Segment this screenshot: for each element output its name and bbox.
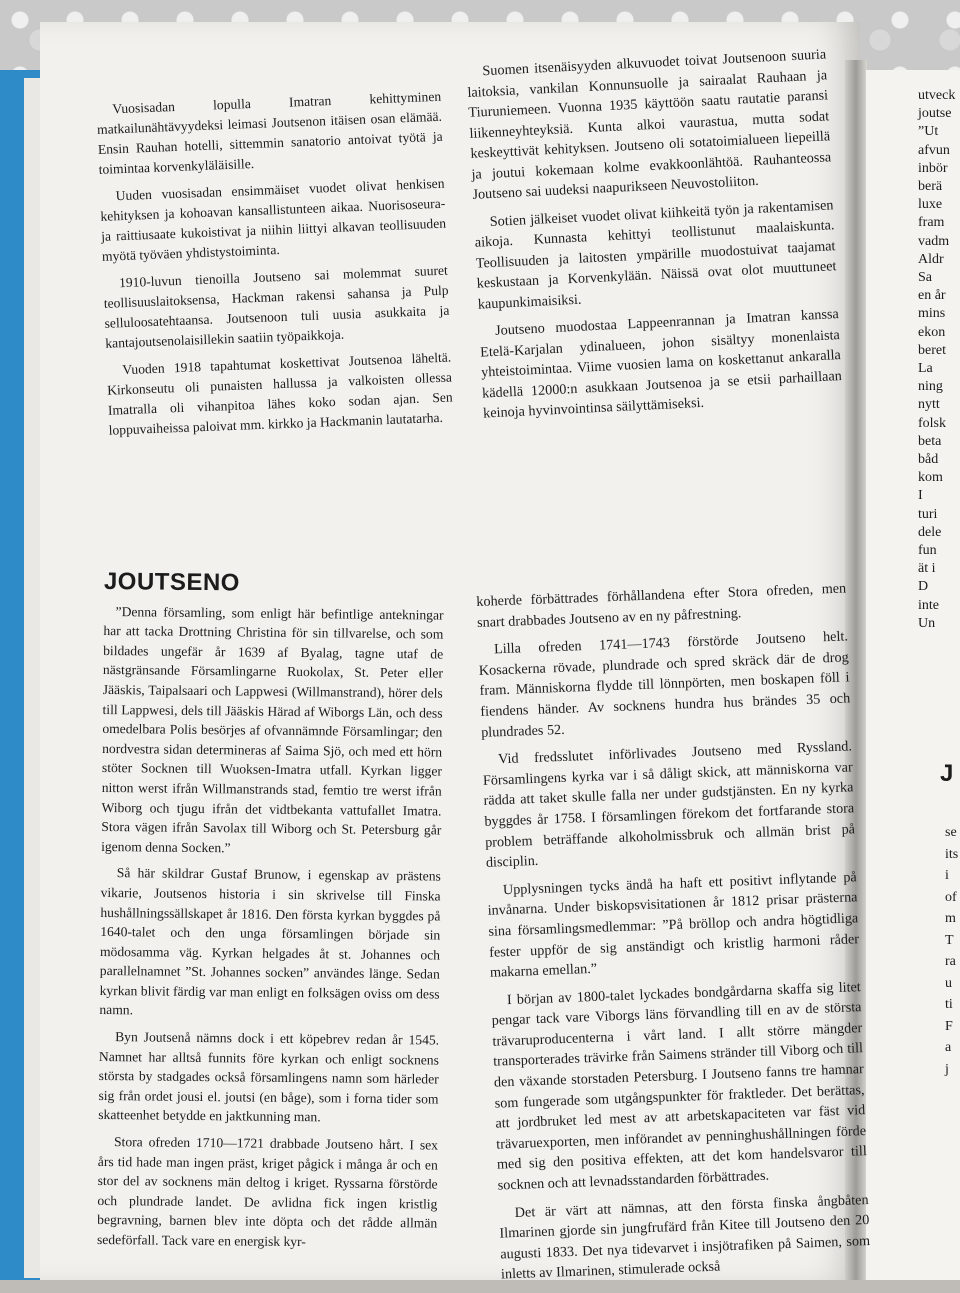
right-page-fragment: joutse	[918, 106, 952, 122]
paragraph: Lilla ofreden 1741—1743 förstörde Joutseno helt. Kosackerna rövade, plundrade och spred skräck där de drog fram. Människorna flydde till lönnpörten, men boskapen föll i fiendens händer. Av socknens hundra hus brändes 35 och plundrades 52.	[478, 628, 851, 741]
right-page-fragment: ning	[918, 379, 943, 395]
right-page-fragment: m	[945, 911, 956, 926]
paragraph: Uuden vuosisadan ensimmäiset vuodet olivat henkisen kehityksen ja kohoavan kansallistunteen aikaa. Nuorisoseura- ja raittiusaate kukoistivat ja niihin liittyi alkavan teollisuuden myötä työväen yhdistystoiminta.	[100, 175, 447, 264]
right-page-fragment: vadm	[918, 233, 950, 249]
right-page-fragment: u	[945, 975, 952, 991]
right-page-fragment: berä	[918, 179, 943, 194]
right-page-fragment: ät i	[918, 561, 936, 577]
right-page-fragment: se	[945, 825, 957, 840]
right-page-fragment: T	[945, 932, 954, 948]
right-page-fragment: afvun	[918, 142, 950, 158]
right-page-fragment: beret	[918, 342, 946, 358]
paragraph: Det är värt att nämnas, att den första finska ångbåten Ilmarinen gjorde sin jungfrufärd från Kitee till Joutseno den 20 augusti 1833. Det nya tidevarvet i insjötrafiken på Saimen, som inletts av Ilmarinen, stimulerade också	[499, 1191, 871, 1283]
right-page-fragment: turi	[918, 506, 938, 522]
right-page-fragment: i	[945, 868, 949, 883]
top-right-column	[466, 44, 844, 431]
right-page-fragment: ”Ut	[918, 124, 939, 140]
right-page-fragment: luxe	[918, 197, 943, 213]
right-page-fragment: D	[918, 579, 929, 595]
paragraph: Upplysningen tycks ändå ha haft ett positivt inflytande på invånarna. Under biskopsvisitationen år 1812 prisar prästerna sina församlingsmedlemmar: ”På bröllop och andra högtidliga fester uppför de sig anständigt och kristlig harmoni råder makarna emellan.”	[487, 868, 860, 981]
right-page-heading-fragment: J	[940, 760, 954, 787]
top-left-column	[96, 87, 454, 448]
right-page-fragment: Un	[918, 615, 936, 631]
paragraph: Stora ofreden 1710—1721 drabbade Joutseno hårt. I sex års tid hade man ingen präst, kriget pågick i många år och en stor del av socknens män deltog i kriget. Ryssarna förstörde och plundrade landet. De avlidna fick ingen kristlig begravning, barnen blev inte döpta och det rådde allmän sedeförfall. Tack vare en energisk kyr-	[96, 1134, 439, 1250]
right-page-fragment: en år	[918, 288, 946, 304]
right-page-fragment: kom	[918, 470, 943, 486]
paragraph: Vuosisadan lopulla Imatran kehittyminen matkailunähtävyydeksi leimasi Joutsenon itäisen osan elämää. Ensin Rauhan hotelli, sittemmin sanatorio antoivat työtä ja toimintaa korvenkyläläisille.	[96, 88, 443, 177]
paragraph: Joutseno muodostaa Lappeenrannan ja Imatran kanssa Etelä-Karjalan ydinalueen, johon sisältyy monenlaista yhteistoimintaa. Viime vuosien lama on koskettanut ankaralla kädellä 12000:n asukkaan Joutsenoa ja se etsii parhaillaan keinoja hyvinvointinsa säilyttämiseksi.	[479, 306, 843, 422]
paragraph: Suomen itsenäisyyden alkuvuodet toivat Joutsenoon suuria laitoksia, vankilan Konnunsuolle ja sairaalat Rauhaan ja Tiuruniemeen. Vuonna 1935 käyttöön saatu rautatie paransi liikenneyhteyksiä. Kunta alkoi vaurastua, mutta sodat keskeyttivät kehityksen. Joutseno oli sotatoimialueen liepeillä ja joutui kokemaan kolme evakkoonlähtöä. Rauhanteossa Joutseno sai uudeksi naapurikseen Neuvostoliiton.	[467, 46, 832, 203]
right-page-fragment: ekon	[918, 324, 946, 340]
paragraph: Vid fredsslutet införlivades Joutseno med Ryssland. Församlingens kyrka var i så dåligt skick, att människorna var rädda att taket skulle falla ner under gudstjänsten. En ny kyrka byggdes år 1758. I församlingen förekom det fortfarande stora problem beträffande alkoholmissbruk och allmän brist på disciplin.	[482, 738, 856, 871]
right-page-fragment: utveck	[918, 88, 956, 103]
right-page	[866, 70, 960, 1280]
right-page-fragment: its	[945, 846, 959, 862]
right-page-fragment: nytt	[918, 397, 940, 413]
paragraph: Sotien jälkeiset vuodet olivat kiihkeitä työn ja rakentamisen aikoja. Kunnasta kehittyi teollistunut maalaiskunta. Teollisuuden ja laitosten ympärille muodostuivat taajamat keskustaan ja Korvenkylään. Näissä ovat olot muuttuneet kaupunkimaisiksi.	[474, 196, 837, 313]
bottom-left-column	[96, 568, 444, 1260]
paragraph: ”Denna församling, som enligt här befintlige antekningar har att tacka Drottning Christina för sin tillvarelse, och som bildades ungefär år 1639 af Byalag, tagne utaf de nästgränsande Församlingarne Ruokolax, St. Peter eller Jääskis, Taipalsaari och Lappwesi (Willmanstrand), hörer dels till Lappwesi, dels till Jääskis Härad af Wiborgs Län, och dess omedelbara Polis besörjes af ofvannämnde Församlingar; den nordvestra sidan determineras af Saima Sjö, och med ett hörn stöter Socknen till Wuoksen-Imatra utfall. Kyrkan ligger nitton werst ifrån Willmanstrands stad, femtio tre werst ifrån Wiborg och tjugu ifrån det vidtbekanta vattufallet Imatra. Stora vägen ifrån Savolax till Wiborg och St. Petersburg går igenom denna Socken.”	[101, 603, 444, 856]
right-page-fragment: ra	[945, 954, 956, 969]
right-page-fragment: F	[945, 1018, 953, 1034]
right-page-fragment: mins	[918, 306, 946, 322]
paragraph: 1910-luvun tienoilla Joutseno sai molemmat suuret teollisuuslaitoksensa, Hackman rakensi sahansa ja Pulp selluloosatehtaansa. Joutsenoon tuli uusia asukkaita ja kantajoutsenolaisillekin saatiin työpaikkoja.	[103, 262, 450, 351]
right-page-fragment: båd	[918, 452, 939, 467]
bottom-right-column	[476, 578, 871, 1292]
right-page-fragment: dele	[918, 524, 942, 540]
right-page-fragment: of	[945, 889, 957, 905]
section-heading: JOUTSENO	[103, 568, 241, 597]
right-page-fragment: Sa	[918, 270, 932, 285]
right-page-fragment: La	[918, 361, 933, 376]
paragraph: koherde förbättrades förhållandena efter Stora ofreden, men snart drabbades Joutseno av en ny påfrestning.	[476, 580, 847, 631]
paragraph: Så här skildrar Gustaf Brunow, i egenskap av prästens vikarie, Joutsenos historia i sin skrivelse till Finska hushållningssällskapet år 1816. Den första kyrkan byggdes på 1640-talet och den unga församlingen började sin mödosamma väg. Kyrkan helgades åt st. Johannes och parallelnamnet ”St. Johannes socken” användes länge. Sedan kyrkan blivit färdig var man enligt en folksägen oviss om dess namn.	[99, 865, 441, 1018]
paragraph: Byn Joutsenå nämns dock i ett köpebrev redan år 1545. Namnet har alltså funnits före kyrkan och enligt socknens största by stadgades också församlingens namn som härleder sig från ordet jousi el. joutsi (en båge), som i forna tider som skatteenhet betydde en jaktkunning man.	[98, 1029, 440, 1125]
right-page-fragment: I	[918, 488, 923, 504]
paragraph: I början av 1800-talet lyckades bondgårdarna skaffa sig litet pengar tack vare Viborgs läns förvandling till en av de största trävaruproducenterna i vårt land. I allt större mängder transporterades trävirke från Saimens stränder till Viborg och till den växande storstaden Petersburg. I Joutseno fanns tre hamnar som fungerade som utgångspunkter för fraktleder. Det berättas, att jordbruket led mest av att arbetskapaciteten var fäst vid trävaruexporten, men införandet av penninghushållningen förde med sig den positiva effekten, att det kom handelsvaror till socknen och att levnadsstandarden förbättrades.	[491, 978, 868, 1194]
right-page-fragment: inbör	[918, 160, 948, 176]
right-page-fragment: j	[945, 1061, 949, 1077]
right-page-fragment: beta	[918, 433, 942, 449]
right-page-fragment: inte	[918, 597, 939, 613]
right-page-fragment: fun	[918, 543, 937, 558]
right-page-fragment: a	[945, 1040, 952, 1055]
right-page-fragment: Aldr	[918, 251, 944, 267]
right-page-fragment: folsk	[918, 415, 946, 431]
paragraph: Vuoden 1918 tapahtumat koskettivat Joutsenoa läheltä. Kirkonseutu oli punaisten hallussa ja valkoisten ollessa Imatralla oli vihanpitoa lähes koko sodan ajan. Sen loppuvaiheissa paloivat mm. kirkko ja Hackmanin lautatarha.	[106, 349, 453, 438]
right-page-fragment: fram	[918, 215, 945, 231]
right-page-fragment: ti	[945, 997, 953, 1012]
